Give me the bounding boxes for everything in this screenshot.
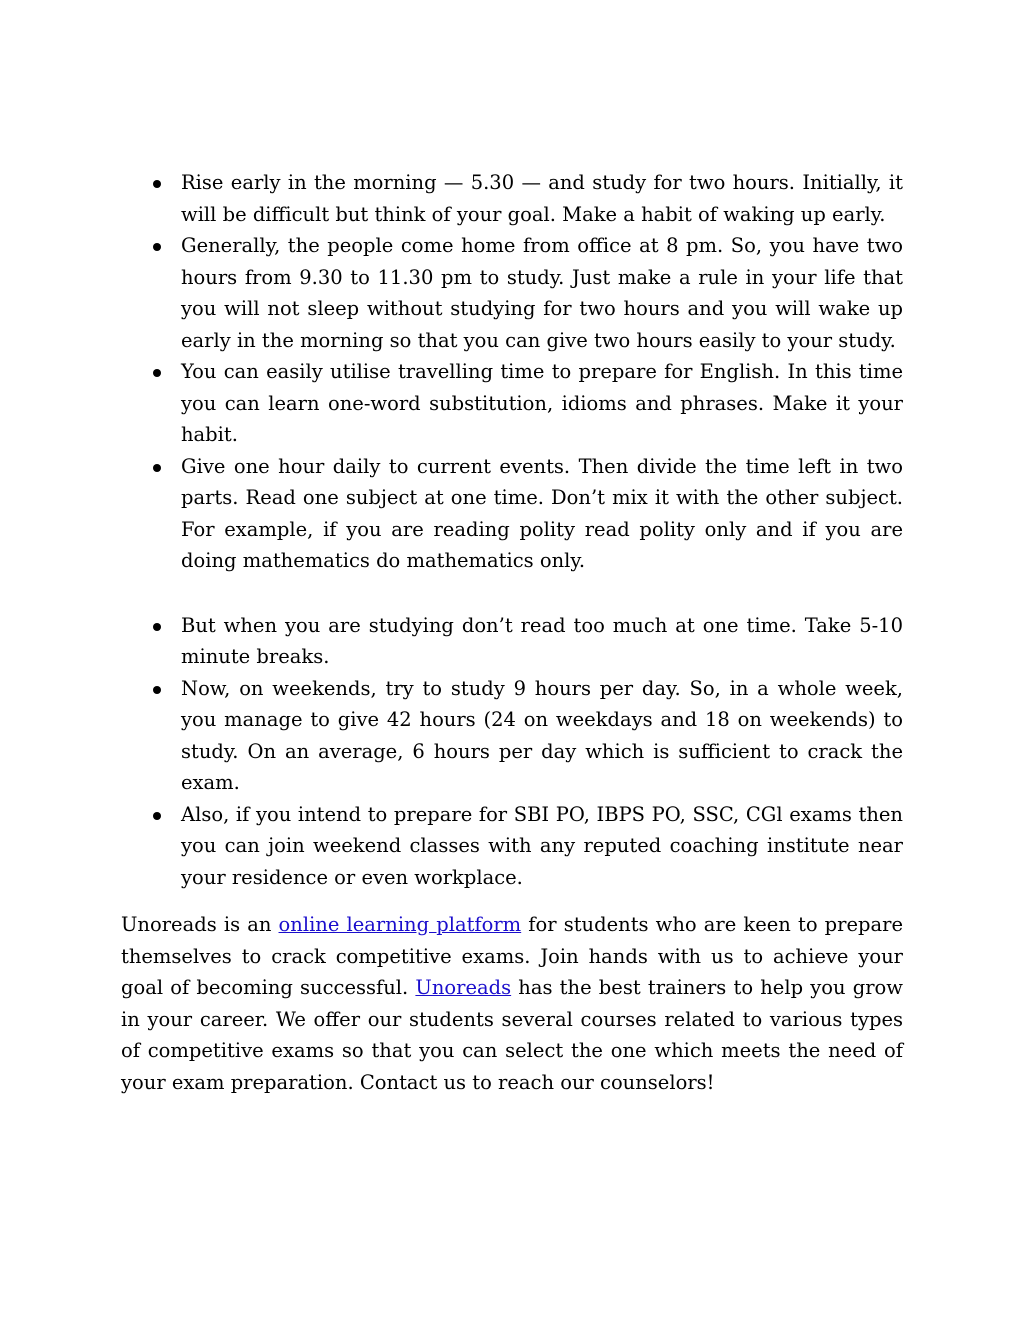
list-item [121, 673, 903, 799]
list-item [121, 230, 903, 356]
list-item-text: Give one hour daily to current events. Then divide the time left in two parts. Read one subject at one time. Don’t mix it with the other subject. For example, if you are reading polity read polity only and if you are doing mathematics do mathematics only. [181, 454, 903, 572]
list-item-text: But when you are studying don’t read too much at one time. Take 5-10 minute breaks. [181, 613, 903, 668]
closing-paragraph [121, 909, 903, 1098]
bullet-icon [153, 623, 161, 631]
list-item [121, 610, 903, 673]
online-learning-platform-link[interactable]: online learning platform [278, 913, 522, 936]
bullet-icon [153, 812, 161, 820]
list-item-text: Rise early in the morning — 5.30 — and study for two hours. Initially, it will be difficult but think of your goal. Make a habit of waking up early. [181, 171, 903, 226]
bullet-icon [153, 180, 161, 188]
closing-text-3: has the best trainers to help you grow in your career. We offer our students several courses related to various types of competitive exams so that you can select the one which meets the need of your exam preparation. Contact us to reach our counselors! [121, 976, 903, 1094]
list-item [121, 356, 903, 451]
list-item [121, 451, 903, 577]
bullet-icon [153, 369, 161, 377]
bullet-icon [153, 243, 161, 251]
list-item [121, 167, 903, 230]
bullet-icon [153, 464, 161, 472]
closing-text-2: for students who are keen to prepare themselves to crack competitive exams. Join hands with us to achieve your goal of becoming successful. [121, 913, 903, 999]
unoreads-link[interactable]: Unoreads [415, 976, 512, 999]
bullet-icon [153, 686, 161, 694]
document-page [121, 167, 903, 1098]
list-item [121, 799, 903, 894]
list-item-text: You can easily utilise travelling time to prepare for English. In this time you can learn one-word substitution, idioms and phrases. Make it your habit. [181, 360, 903, 446]
list-item-text: Generally, the people come home from office at 8 pm. So, you have two hours from 9.30 to 11.30 pm to study. Just make a rule in your life that you will not sleep without studying for two hours and you will wake up early in the morning so that you can give two hours easily to your study. [181, 234, 903, 352]
closing-text-1: Unoreads is an [121, 913, 279, 936]
list-item-text: Now, on weekends, try to study 9 hours per day. So, in a whole week, you manage to give 42 hours (24 on weekdays and 18 on weekends) to study. On an average, 6 hours per day which is sufficient to crack the exam. [181, 676, 903, 794]
tips-list-1 [121, 167, 903, 577]
list-item-text: Also, if you intend to prepare for SBI PO, IBPS PO, SSC, CGl exams then you can join weekend classes with any reputed coaching institute near your residence or even workplace. [181, 802, 903, 889]
tips-list-2 [121, 610, 903, 894]
